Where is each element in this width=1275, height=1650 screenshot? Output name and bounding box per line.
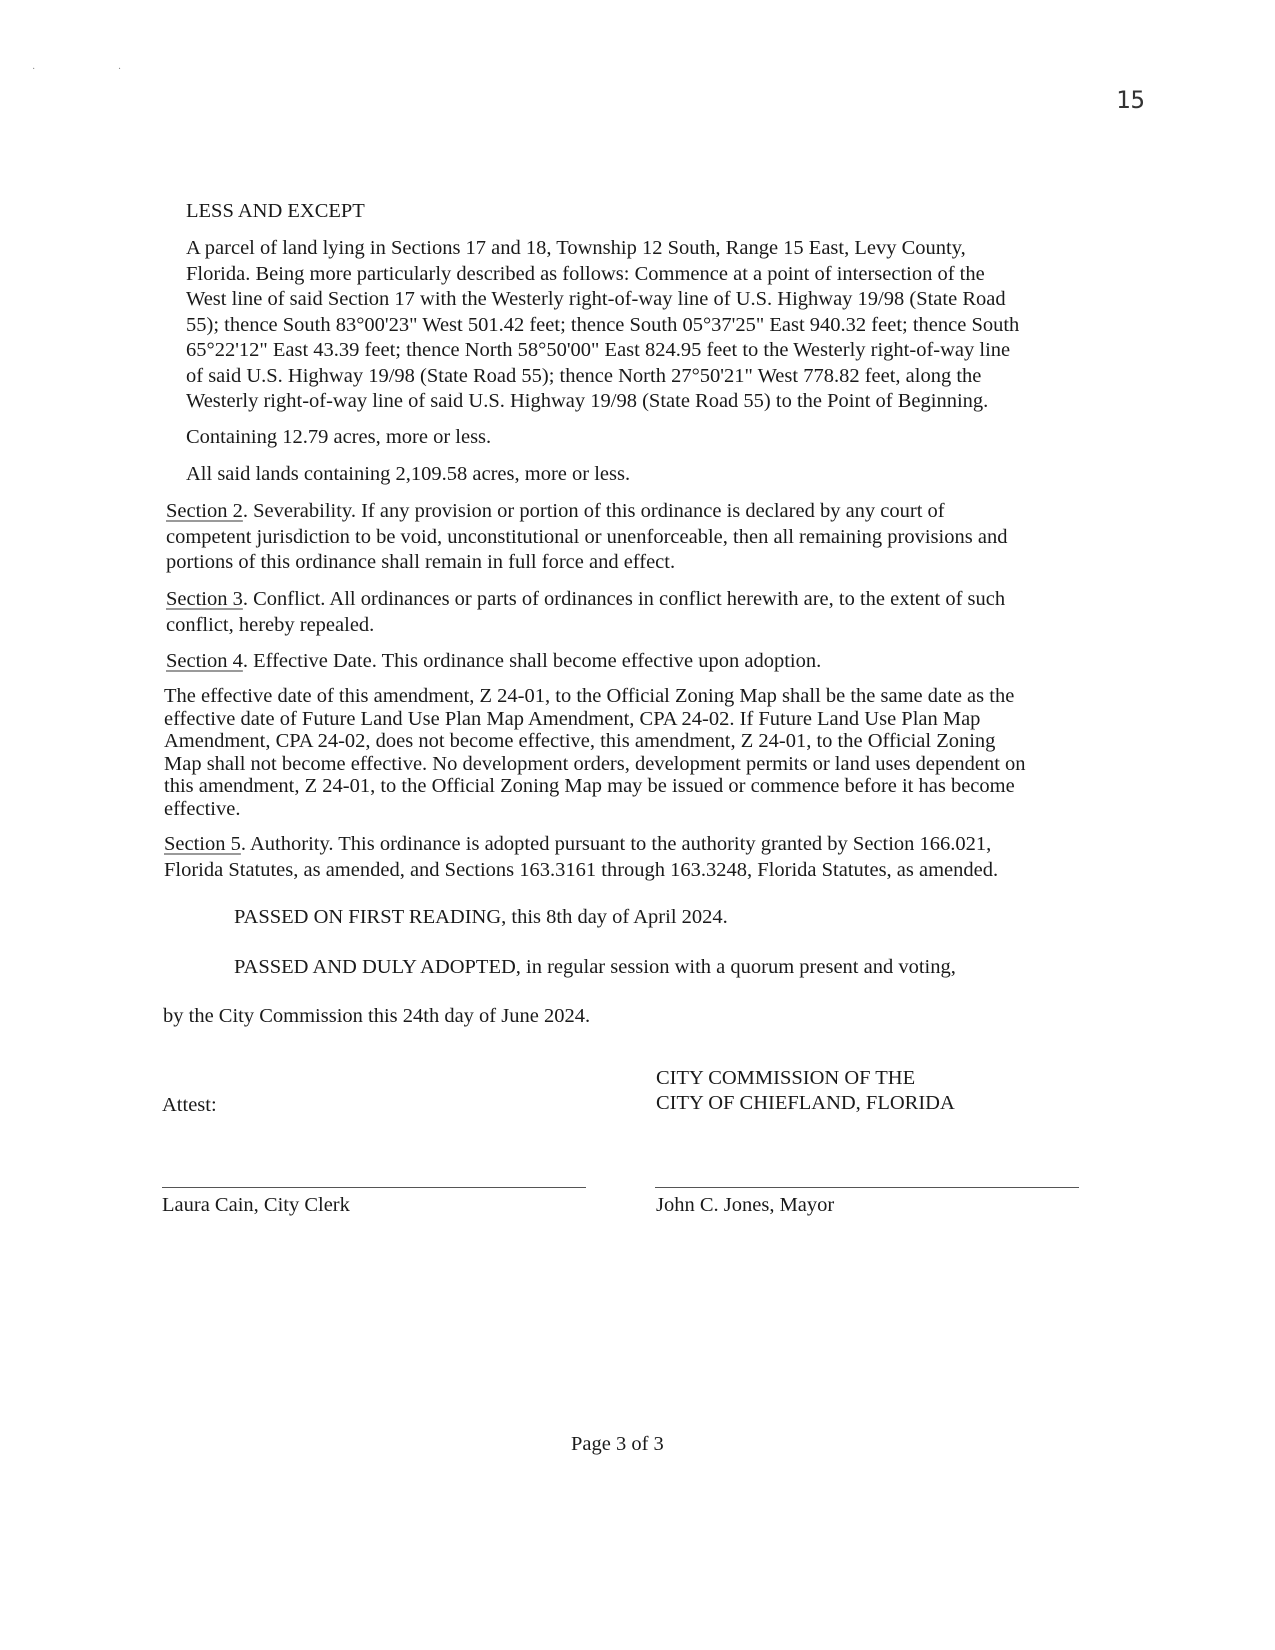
section-3-label: Section 3: [166, 588, 243, 610]
parcel-description: A parcel of land lying in Sections 17 and 18, Township 12 South, Range 15 East, Levy County, Florida. Being more particularly described as follows: Commence at a point of intersection of the West line of said Section 17 with the Westerly right-of-way line of U.S. Highway 19/98 (State Road 55); thence South 83°00'23" West 501.42 feet; thence South 05°37'25" East 940.32 feet; thence South 65°22'12" East 43.39 feet; thence North 58°50'00" East 824.95 feet to the Westerly right-of-way line of said U.S. Highway 19/98 (State Road 55); thence North 27°50'21" West 778.82 feet, along the Westerly right-of-way line of said U.S. Highway 19/98 (State Road 55) to the Point of Beginning.: [186, 237, 1020, 412]
section-5-label: Section 5: [164, 833, 241, 855]
adopted-line: PASSED AND DULY ADOPTED, in regular session with a quorum present and voting,: [234, 956, 956, 978]
total-acres: All said lands containing 2,109.58 acres, more or less.: [186, 463, 631, 485]
commission-title-line-2: CITY OF CHIEFLAND, FLORIDA: [656, 1092, 955, 1114]
section-3-paragraph: [166, 587, 1086, 638]
section-5-text: . Authority. This ordinance is adopted pursuant to the authority granted by Section 166.021, Florida Statutes, as amended, and Sections 163.3161 through 163.3248, Florida Statutes, as amended.: [164, 833, 999, 881]
mayor-signature-line: [655, 1187, 1079, 1188]
scan-marks: · ·: [32, 64, 162, 75]
section-2-text: . Severability. If any provision or portion of this ordinance is declared by any court of competent jurisdiction to be void, unconstitutional or unenforceable, then all remaining provisions and portions of this ordinance shall remain in full force and effect.: [166, 500, 1008, 573]
section-4-paragraph: [166, 649, 1086, 675]
clerk-signature-line: [162, 1187, 586, 1188]
attest-label: Attest:: [162, 1094, 217, 1116]
section-4-label: Section 4: [166, 650, 243, 672]
section-2-label: Section 2: [166, 500, 243, 522]
mayor-name: John C. Jones, Mayor: [656, 1194, 835, 1216]
section-3-text: . Conflict. All ordinances or parts of ordinances in conflict herewith are, to the extent of such conflict, hereby repealed.: [166, 588, 1006, 636]
commission-date-line: by the City Commission this 24th day of June 2024.: [163, 1005, 591, 1027]
less-except-heading: LESS AND EXCEPT: [186, 200, 365, 222]
section-4-text: . Effective Date. This ordinance shall become effective upon adoption.: [242, 650, 822, 672]
commission-title-line-1: CITY COMMISSION OF THE: [656, 1067, 916, 1089]
page-number: 15: [1116, 86, 1145, 114]
page-footer: Page 3 of 3: [571, 1433, 664, 1455]
first-reading-line: PASSED ON FIRST READING, this 8th day of April 2024.: [234, 906, 728, 928]
containing-acres: Containing 12.79 acres, more or less.: [186, 426, 492, 448]
section-2-paragraph: [166, 499, 1086, 576]
effective-date-paragraph: The effective date of this amendment, Z 24-01, to the Official Zoning Map shall be the same date as the effective date of Future Land Use Plan Map Amendment, CPA 24-02. If Future Land Use Plan Map Amendment, CPA 24-02, does not become effective, this amendment, Z 24-01, to the Official Zoning Map shall not become effective. No development orders, development permits or land uses dependent on this amendment, Z 24-01, to the Official Zoning Map may be issued or commence before it has become effective.: [164, 685, 1026, 820]
section-5-paragraph: [164, 832, 1084, 883]
clerk-name: Laura Cain, City Clerk: [162, 1194, 350, 1216]
